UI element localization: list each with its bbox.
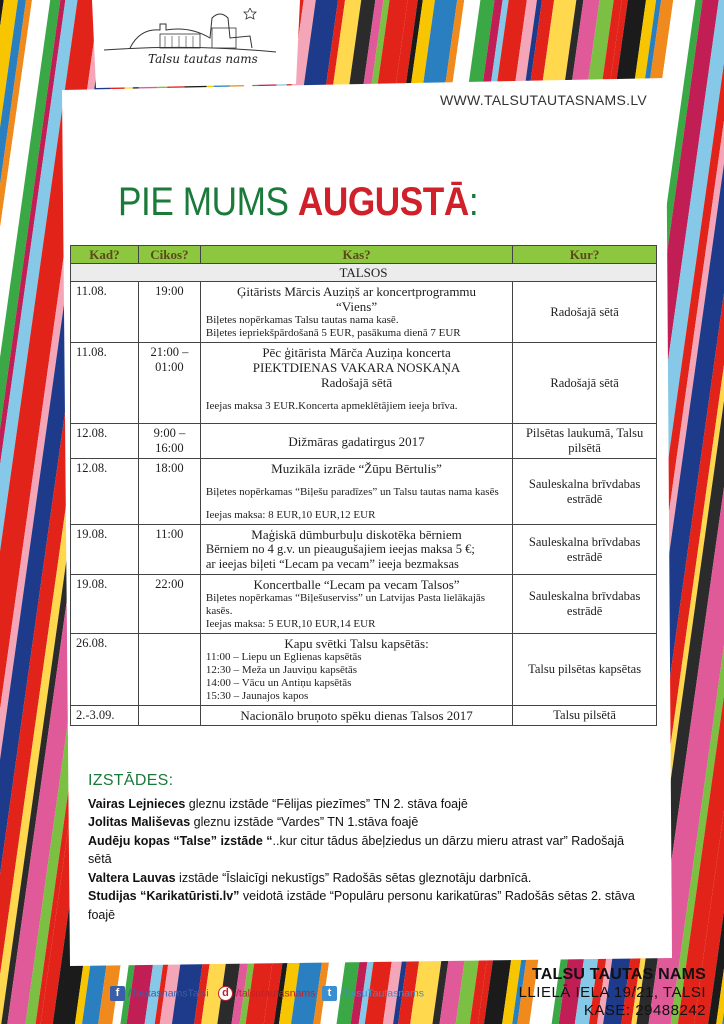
event-title-line: Muzikāla izrāde “Žūpu Bērtulis” <box>271 461 442 476</box>
event-title-line: Ģitārists Mārcis Auziņš ar koncertprogrammu <box>237 284 477 299</box>
exhibition-author: Vairas Lejnieces <box>88 796 186 811</box>
venue-address: LLIELĀ IELA 19/21, TALSI <box>518 984 706 1001</box>
exhibition-text: veidotā izstāde “Populāru personu karikatūras” Radošās sētas 2. stāva foajē <box>88 889 635 922</box>
event-note: Ieejas maksa 3 EUR.Koncerta apmeklētājiem ieeja brīva. <box>205 400 458 412</box>
row-time: 21:00 – 01:00 <box>138 343 200 424</box>
row-event <box>200 575 512 634</box>
draugiem-handle: /talsutautasnams <box>236 987 316 1000</box>
header-what: Kas? <box>200 246 512 264</box>
header-where: Kur? <box>513 246 657 264</box>
section-row <box>71 264 657 282</box>
event-note: 15:30 – Jaunajos kapos <box>205 690 309 702</box>
exhibition-item <box>88 832 648 869</box>
draugiem-icon: d <box>218 986 233 1001</box>
table-row <box>71 459 657 525</box>
event-title-line: Maģiskā dūmburbuļu diskotēka bērniem <box>251 527 462 542</box>
row-event <box>200 282 512 343</box>
facebook-link[interactable] <box>110 986 209 1001</box>
row-time: 19:00 <box>138 282 200 343</box>
row-event <box>200 343 512 424</box>
row-place: Radošajā sētā <box>513 343 657 424</box>
table-row <box>71 706 657 726</box>
row-event <box>200 706 512 726</box>
exhibitions-heading: IZSTĀDES: <box>88 772 174 789</box>
event-title-line: Dižmāras gadatirgus 2017 <box>288 433 425 449</box>
row-event <box>200 424 512 459</box>
event-title-line: “Viens” <box>336 299 378 314</box>
row-date: 19.08. <box>71 575 139 634</box>
exhibition-author: Valtera Lauvas <box>88 870 176 885</box>
row-event <box>200 525 512 575</box>
event-title-line: Nacionālo bruņoto spēku dienas Talsos 2017 <box>240 708 473 723</box>
table-row <box>71 634 657 706</box>
header <box>0 0 724 108</box>
row-time <box>138 634 200 706</box>
event-title-line: Pēc ģitārista Mārča Auziņa koncerta <box>262 345 451 360</box>
event-note: Biļetes nopērkamas “Biļešu paradīzes” un Talsu tautas nama kasēs <box>205 486 499 498</box>
page-title <box>118 180 478 225</box>
twitter-handle: /TalsuTautasnams <box>340 987 425 1000</box>
row-date: 12.08. <box>71 459 139 525</box>
twitter-icon: t <box>322 986 337 1001</box>
header-time: Cikos? <box>138 246 200 264</box>
title-accent: AUGUSTĀ <box>297 180 469 224</box>
event-note: Bērniem no 4 g.v. un pieaugušajiem ieejas maksa 5 €; <box>205 542 475 556</box>
exhibition-item <box>88 813 648 832</box>
row-time: 9:00 – 16:00 <box>138 424 200 459</box>
venue-name: TALSU TAUTAS NAMS <box>531 966 706 983</box>
table-header-row <box>71 246 657 264</box>
title-suffix: : <box>468 180 479 224</box>
website-url[interactable]: WWW.TALSUTAUTASNAMS.LV <box>440 92 648 108</box>
table-row <box>71 424 657 459</box>
row-place: Sauleskalna brīvdabas estrādē <box>513 459 657 525</box>
event-note: Biļetes nopērkamas Talsu tautas nama kasē. <box>205 314 399 326</box>
event-note: Ieejas maksa: 8 EUR,10 EUR,12 EUR <box>205 509 376 521</box>
row-date: 11.08. <box>71 282 139 343</box>
exhibition-text: gleznu izstāde “Fēlijas piezīmes” TN 2. stāva foajē <box>185 796 468 811</box>
exhibition-text: ..kur citur tādus ābeļziedus un dārzu mieru atrast var” Radošajā sētā <box>88 833 625 866</box>
section-label: TALSOS <box>71 264 657 282</box>
event-title-line: Kapu svētki Talsu kapsētās: <box>284 636 429 651</box>
exhibition-text: gleznu izstāde “Vardes” TN 1.stāva foajē <box>190 815 419 829</box>
venue-info <box>519 966 706 1020</box>
row-place: Sauleskalna brīvdabas estrādē <box>513 575 657 634</box>
row-date: 12.08. <box>71 424 139 459</box>
row-event <box>200 459 512 525</box>
row-time: 18:00 <box>138 459 200 525</box>
logo-text: Talsu tautas nams <box>148 52 258 66</box>
row-time: 22:00 <box>138 575 200 634</box>
event-note: Biļetes nopērkamas “Biļešuserviss” un Latvijas Pasta lielākajās kasēs. <box>205 592 486 617</box>
row-date: 11.08. <box>71 343 139 424</box>
exhibition-author: Studijas “Karikatūristi.lv” <box>88 889 240 903</box>
facebook-handle: /TautasnamsTalsi <box>128 987 209 1000</box>
event-note: 11:00 – Liepu un Eglienas kapsētās <box>205 651 362 663</box>
twitter-link[interactable] <box>322 986 424 1001</box>
row-date: 19.08. <box>71 525 139 575</box>
draugiem-link[interactable] <box>218 986 315 1001</box>
row-place: Pilsētas laukumā, Talsu pilsētā <box>513 424 657 459</box>
table-row <box>71 282 657 343</box>
exhibition-item <box>88 795 648 814</box>
exhibitions-section <box>88 772 648 924</box>
row-time <box>138 706 200 726</box>
event-note: Biļetes iepriekšpārdošanā 5 EUR, pasākuma dienā 7 EUR <box>205 327 461 339</box>
event-note: 12:30 – Meža un Jauviņu kapsētās <box>205 664 358 676</box>
table-row <box>71 525 657 575</box>
event-note: 14:00 – Vācu un Antiņu kapsētās <box>205 677 352 689</box>
header-when: Kad? <box>71 246 139 264</box>
exhibition-author: Jolitas Mališevas <box>88 815 191 829</box>
row-date: 2.-3.09. <box>71 706 139 726</box>
venue-phone[interactable]: KASE: 29488242 <box>583 1002 706 1019</box>
event-note: Ieejas maksa: 5 EUR,10 EUR,14 EUR <box>205 618 376 630</box>
schedule-table <box>70 245 657 726</box>
event-title-line: Radošajā sētā <box>320 375 393 390</box>
row-event <box>200 634 512 706</box>
exhibition-author: Audēju kopas “Talse” izstāde “ <box>88 833 273 848</box>
title-main: PIE MUMS <box>118 180 298 224</box>
exhibition-text: izstāde “Īslaicīgi nekustīgs” Radošās sētas gleznotāju darbnīcā. <box>175 870 532 885</box>
row-place: Talsu pilsētas kapsētas <box>513 634 657 706</box>
row-place: Radošajā sētā <box>513 282 657 343</box>
row-place: Talsu pilsētā <box>513 706 657 726</box>
row-time: 11:00 <box>138 525 200 575</box>
event-title-line: Koncertballe “Lecam pa vecam Talsos” <box>253 577 460 592</box>
event-note: ar ieejas biļeti “Lecam pa vecam” ieeja bezmaksas <box>205 557 459 571</box>
row-date: 26.08. <box>71 634 139 706</box>
facebook-icon: f <box>110 986 125 1001</box>
event-title-line: PIEKTDIENAS VAKARA NOSKAŅA <box>252 360 461 375</box>
table-row <box>71 575 657 634</box>
row-place: Sauleskalna brīvdabas estrādē <box>513 525 657 575</box>
exhibition-item <box>88 887 648 924</box>
table-row <box>71 343 657 424</box>
exhibition-item <box>88 869 648 888</box>
